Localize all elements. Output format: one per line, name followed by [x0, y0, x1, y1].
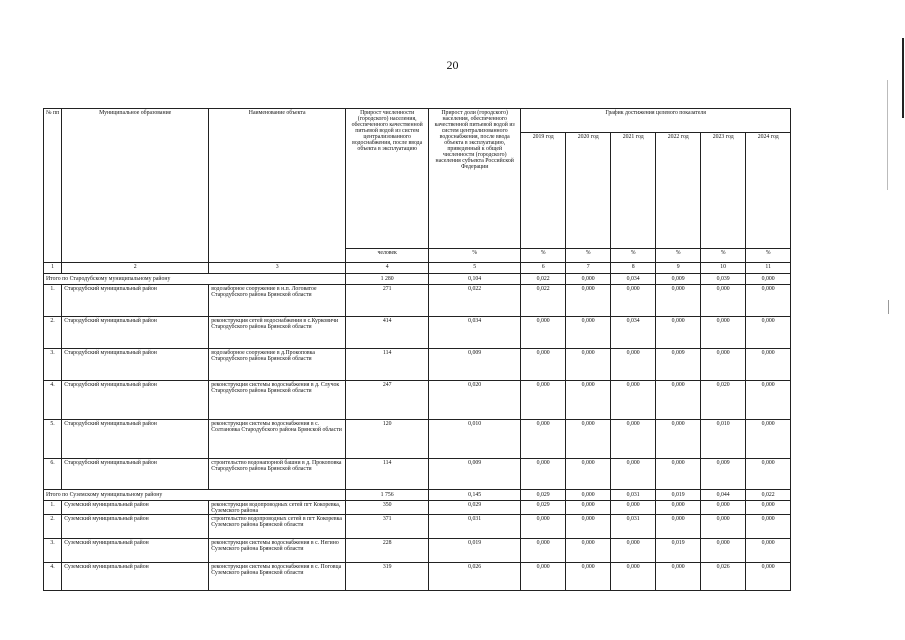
row-object: реконструкция системы водоснабжения в с. Негино Суземского района Брянской области — [209, 539, 346, 563]
row-value: 414 — [346, 317, 429, 349]
table-row — [44, 501, 791, 515]
row-value: 0,000 — [566, 459, 611, 490]
row-value: 0,010 — [701, 420, 746, 459]
scan-edge-mark — [887, 80, 888, 190]
row-value: 0,000 — [656, 381, 701, 420]
row-municipality: Стародубский муниципальный район — [62, 381, 209, 420]
row-object: водозаборное сооружение в д.Прокоповка Стародубского района Брянской области — [209, 349, 346, 381]
header-number: № пп — [44, 109, 62, 263]
group-total-value: 0,000 — [746, 274, 791, 285]
row-value: 0,000 — [611, 459, 656, 490]
row-value: 0,000 — [611, 539, 656, 563]
row-value: 0,000 — [656, 285, 701, 317]
row-value: 0,009 — [429, 349, 521, 381]
column-number: 8 — [611, 263, 656, 274]
row-value: 0,000 — [746, 563, 791, 591]
row-value: 0,000 — [746, 381, 791, 420]
row-value: 0,000 — [521, 539, 566, 563]
column-number: 10 — [701, 263, 746, 274]
row-value: 0,000 — [521, 349, 566, 381]
table-row — [44, 381, 791, 420]
column-number-row — [44, 263, 791, 274]
row-number: 2. — [44, 515, 62, 539]
row-number: 1. — [44, 285, 62, 317]
row-value: 0,000 — [656, 501, 701, 515]
row-value: 0,000 — [611, 420, 656, 459]
header-year: 2021 год — [611, 133, 656, 249]
row-value: 0,000 — [566, 501, 611, 515]
group-total-value: 0,019 — [656, 490, 701, 501]
group-total-row — [44, 490, 791, 501]
header-year: 2023 год — [701, 133, 746, 249]
group-total-value: 0,104 — [429, 274, 521, 285]
row-value: 0,022 — [429, 285, 521, 317]
group-total-value: 0,044 — [701, 490, 746, 501]
row-value: 0,000 — [746, 539, 791, 563]
row-value: 0,000 — [521, 459, 566, 490]
row-municipality: Стародубский муниципальный район — [62, 459, 209, 490]
row-value: 0,019 — [656, 539, 701, 563]
row-municipality: Суземский муниципальный район — [62, 539, 209, 563]
row-value: 0,000 — [701, 539, 746, 563]
row-value: 0,000 — [566, 539, 611, 563]
row-value: 228 — [346, 539, 429, 563]
row-object: водозаборное сооружение в н.п. Логоватое Стародубского района Брянской области — [209, 285, 346, 317]
row-value: 0,000 — [656, 459, 701, 490]
group-total-value: 0,039 — [701, 274, 746, 285]
row-value: 0,000 — [611, 285, 656, 317]
table-row — [44, 515, 791, 539]
row-value: 0,000 — [566, 515, 611, 539]
header-year: 2019 год — [521, 133, 566, 249]
row-value: 0,000 — [746, 317, 791, 349]
row-number: 3. — [44, 539, 62, 563]
table-row — [44, 459, 791, 490]
target-indicator-table — [43, 108, 791, 591]
row-value: 0,000 — [521, 420, 566, 459]
table-row — [44, 349, 791, 381]
column-number: 9 — [656, 263, 701, 274]
header-municipality: Муниципальное образование — [62, 109, 209, 263]
row-value: 0,000 — [746, 459, 791, 490]
group-total-value: 0,022 — [746, 490, 791, 501]
row-value: 319 — [346, 563, 429, 591]
row-number: 3. — [44, 349, 62, 381]
group-total-value: 0,009 — [656, 274, 701, 285]
row-municipality: Суземский муниципальный район — [62, 563, 209, 591]
row-value: 114 — [346, 459, 429, 490]
row-value: 0,000 — [611, 563, 656, 591]
row-value: 0,029 — [521, 501, 566, 515]
page-number: 20 — [446, 58, 459, 72]
scan-edge-mark — [902, 38, 904, 118]
row-value: 0,020 — [429, 381, 521, 420]
row-value: 0,000 — [701, 501, 746, 515]
unit-people: человек — [346, 249, 429, 263]
row-value: 0,000 — [566, 381, 611, 420]
header-year: 2022 год — [656, 133, 701, 249]
row-value: 350 — [346, 501, 429, 515]
unit-percent: % — [611, 249, 656, 263]
unit-percent: % — [746, 249, 791, 263]
row-value: 114 — [346, 349, 429, 381]
row-value: 0,000 — [701, 285, 746, 317]
header-object: Наименование объекта — [209, 109, 346, 263]
row-object: реконструкция сетей водоснабжения в с.Курковичи Стародубского района Брянской области — [209, 317, 346, 349]
group-total-value: 0,022 — [521, 274, 566, 285]
row-value: 0,000 — [656, 317, 701, 349]
row-value: 0,000 — [521, 515, 566, 539]
group-total-value: 0,029 — [521, 490, 566, 501]
table-row — [44, 285, 791, 317]
row-value: 0,000 — [566, 317, 611, 349]
row-value: 0,000 — [521, 563, 566, 591]
column-number: 6 — [521, 263, 566, 274]
row-value: 0,022 — [521, 285, 566, 317]
group-total-value: 0,145 — [429, 490, 521, 501]
row-number: 6. — [44, 459, 62, 490]
row-value: 0,000 — [701, 515, 746, 539]
column-number: 4 — [346, 263, 429, 274]
header-year: 2020 год — [566, 133, 611, 249]
group-total-row — [44, 274, 791, 285]
row-value: 0,000 — [566, 420, 611, 459]
row-value: 371 — [346, 515, 429, 539]
group-total-value: 1 280 — [346, 274, 429, 285]
header-schedule: График достижения целевого показателя — [521, 109, 791, 133]
group-total-value: 0,034 — [611, 274, 656, 285]
row-value: 0,026 — [429, 563, 521, 591]
row-value: 0,000 — [521, 317, 566, 349]
row-value: 0,000 — [566, 563, 611, 591]
column-number: 3 — [209, 263, 346, 274]
row-value: 0,000 — [701, 317, 746, 349]
column-number: 5 — [429, 263, 521, 274]
row-number: 2. — [44, 317, 62, 349]
unit-percent: % — [429, 249, 521, 263]
scan-edge-mark — [888, 300, 889, 314]
row-value: 0,020 — [701, 381, 746, 420]
column-number: 11 — [746, 263, 791, 274]
table-row — [44, 317, 791, 349]
row-value: 0,031 — [611, 515, 656, 539]
row-value: 0,009 — [701, 459, 746, 490]
row-value: 0,034 — [429, 317, 521, 349]
row-value: 0,000 — [656, 563, 701, 591]
column-number: 1 — [44, 263, 62, 274]
row-municipality: Суземский муниципальный район — [62, 515, 209, 539]
row-value: 0,009 — [656, 349, 701, 381]
row-value: 0,000 — [746, 349, 791, 381]
row-value: 0,009 — [429, 459, 521, 490]
row-value: 0,000 — [611, 381, 656, 420]
group-total-value: 1 756 — [346, 490, 429, 501]
group-total-value: 0,031 — [611, 490, 656, 501]
row-object: строительство водопроводных сетей в пгт Кокоревка Суземского района Брянской области — [209, 515, 346, 539]
row-value: 0,000 — [746, 420, 791, 459]
row-object: реконструкция системы водоснабжения в с. Солтановка Стародубского района Брянской области — [209, 420, 346, 459]
row-value: 0,000 — [611, 349, 656, 381]
header-share-growth: Прирост доли (городского) населения, обеспеченного качественной питьевой водой из систем централизованного водоснабжения, после ввода объекта в эксплуатацию, приведенный к общей численности (городского) населения субъекта Российской Федерации — [429, 109, 521, 249]
row-value: 0,019 — [429, 539, 521, 563]
row-value: 0,031 — [429, 515, 521, 539]
row-number: 4. — [44, 563, 62, 591]
header-population-growth: Прирост численности (городского) населения, обеспеченного качественной питьевой водой из систем централизованного водоснабжения, после ввода объекта в эксплуатацию — [346, 109, 429, 249]
row-value: 0,000 — [701, 349, 746, 381]
row-value: 0,000 — [656, 515, 701, 539]
row-value: 0,000 — [746, 285, 791, 317]
group-total-value: 0,000 — [566, 490, 611, 501]
row-value: 0,026 — [701, 563, 746, 591]
row-value: 271 — [346, 285, 429, 317]
row-value: 0,000 — [746, 501, 791, 515]
row-municipality: Суземский муниципальный район — [62, 501, 209, 515]
row-value: 0,029 — [429, 501, 521, 515]
row-municipality: Стародубский муниципальный район — [62, 420, 209, 459]
row-object: реконструкция водопроводных сетей пгт Кокоревка, Суземского района — [209, 501, 346, 515]
row-value: 0,000 — [656, 420, 701, 459]
row-value: 247 — [346, 381, 429, 420]
row-number: 5. — [44, 420, 62, 459]
row-municipality: Стародубский муниципальный район — [62, 317, 209, 349]
row-value: 0,034 — [611, 317, 656, 349]
row-value: 0,000 — [566, 285, 611, 317]
header-year: 2024 год — [746, 133, 791, 249]
column-number: 2 — [62, 263, 209, 274]
unit-percent: % — [656, 249, 701, 263]
group-total-label: Итого по Стародубскому муниципальному району — [44, 274, 346, 285]
table-row — [44, 563, 791, 591]
row-number: 4. — [44, 381, 62, 420]
row-object: строительство водонапорной башни в д. Прокоповка Стародубского района Брянской области — [209, 459, 346, 490]
table-row — [44, 420, 791, 459]
unit-percent: % — [521, 249, 566, 263]
row-value: 0,000 — [746, 515, 791, 539]
unit-percent: % — [701, 249, 746, 263]
row-object: реконструкция системы водоснабжения в с. Поговца Суземского района Брянской области — [209, 563, 346, 591]
row-object: реконструкция системы водоснабжения в д. Случок Стародубского района Брянской области — [209, 381, 346, 420]
row-value: 0,000 — [521, 381, 566, 420]
row-value: 0,000 — [611, 501, 656, 515]
unit-percent: % — [566, 249, 611, 263]
group-total-label: Итого по Суземскому муниципальному району — [44, 490, 346, 501]
group-total-value: 0,000 — [566, 274, 611, 285]
row-municipality: Стародубский муниципальный район — [62, 349, 209, 381]
table-row — [44, 539, 791, 563]
row-municipality: Стародубский муниципальный район — [62, 285, 209, 317]
row-value: 0,010 — [429, 420, 521, 459]
row-value: 120 — [346, 420, 429, 459]
column-number: 7 — [566, 263, 611, 274]
row-value: 0,000 — [566, 349, 611, 381]
row-number: 1. — [44, 501, 62, 515]
